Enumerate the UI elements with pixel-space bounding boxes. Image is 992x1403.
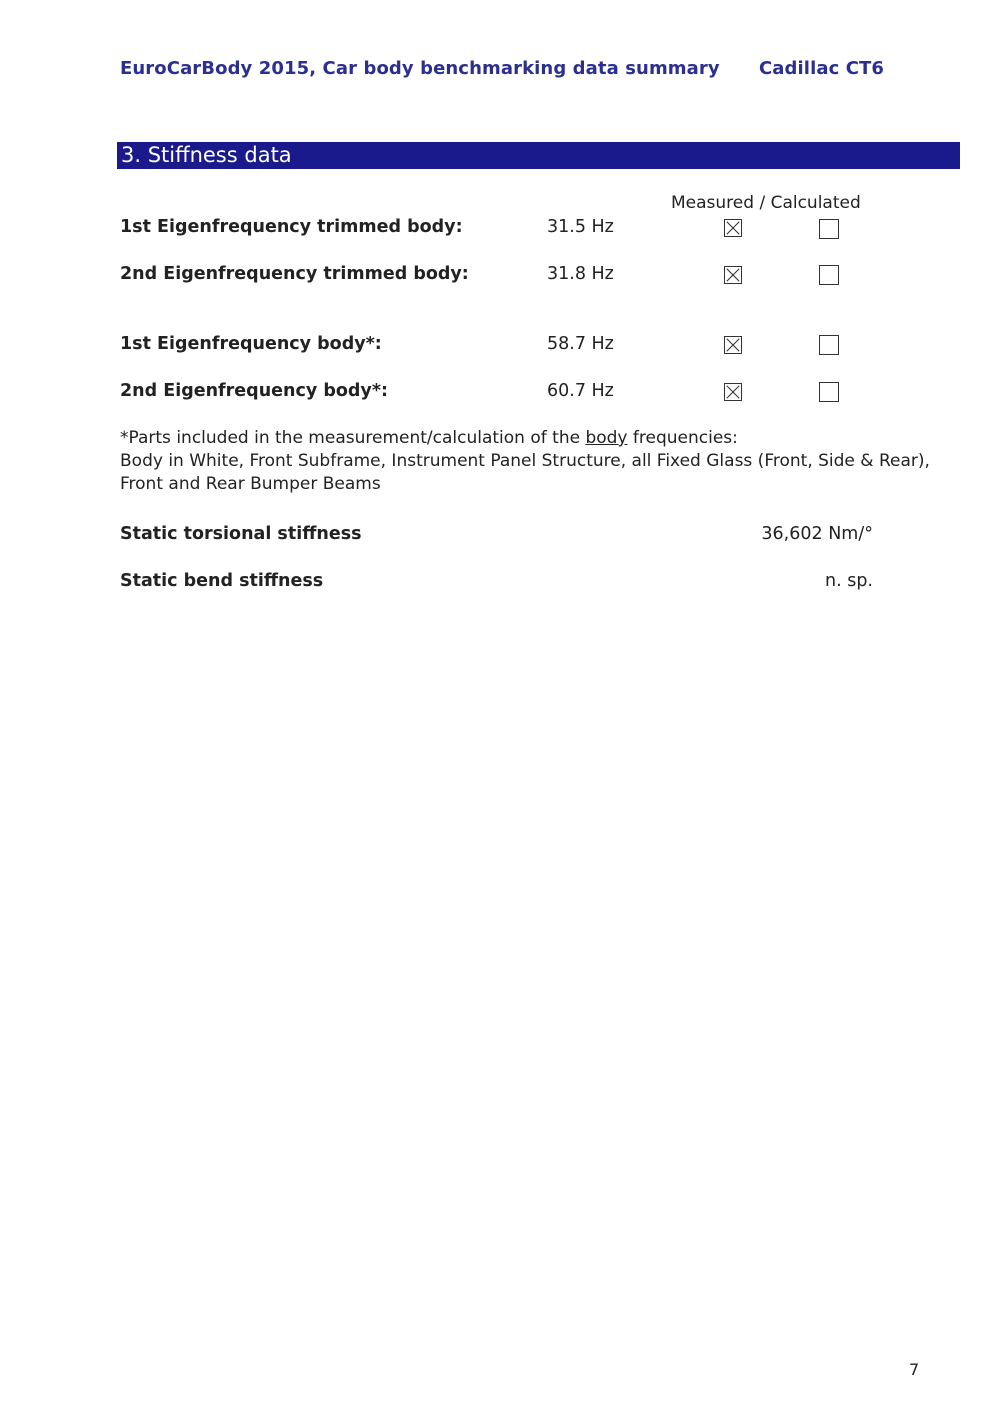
section-title: 3. Stiffness data bbox=[121, 143, 292, 167]
measured-checkbox-1[interactable] bbox=[724, 219, 742, 237]
row-label-1st-eigenfrequency-body: 1st Eigenfrequency body*: bbox=[120, 334, 382, 354]
footnote bbox=[120, 427, 940, 496]
row-value-1st-eigenfrequency-trimmed: 31.5 Hz bbox=[547, 217, 614, 237]
calculated-checkbox-2[interactable] bbox=[819, 265, 839, 285]
x-mark-icon bbox=[725, 337, 741, 353]
footnote-underlined-word: body bbox=[585, 428, 628, 448]
measured-checkbox-2[interactable] bbox=[724, 266, 742, 284]
footnote-line-2: Body in White, Front Subframe, Instrument Panel Structure, all Fixed Glass (Front, Side & Rear), Front and Rear Bumper Beams bbox=[120, 451, 930, 494]
page-number: 7 bbox=[909, 1360, 920, 1379]
calculated-checkbox-4[interactable] bbox=[819, 382, 839, 402]
row-label-2nd-eigenfrequency-body: 2nd Eigenfrequency body*: bbox=[120, 381, 388, 401]
footnote-text: *Parts included in the measurement/calculation of the bbox=[120, 428, 586, 448]
x-mark-icon bbox=[725, 267, 741, 283]
calculated-checkbox-1[interactable] bbox=[819, 219, 839, 239]
car-model: Cadillac CT6 bbox=[759, 58, 885, 79]
static-bend-value: n. sp. bbox=[824, 571, 873, 591]
document-title: EuroCarBody 2015, Car body benchmarking data summary bbox=[120, 58, 720, 79]
row-value-1st-eigenfrequency-body: 58.7 Hz bbox=[547, 334, 614, 354]
row-label-2nd-eigenfrequency-trimmed: 2nd Eigenfrequency trimmed body: bbox=[120, 264, 469, 284]
static-torsional-value: 36,602 Nm/° bbox=[761, 524, 873, 544]
footnote-line-1 bbox=[120, 427, 940, 450]
x-mark-icon bbox=[725, 384, 741, 400]
row-label-1st-eigenfrequency-trimmed: 1st Eigenfrequency trimmed body: bbox=[120, 217, 463, 237]
measured-calculated-header: Measured / Calculated bbox=[671, 193, 861, 213]
row-value-2nd-eigenfrequency-body: 60.7 Hz bbox=[547, 381, 614, 401]
calculated-checkbox-3[interactable] bbox=[819, 335, 839, 355]
measured-checkbox-3[interactable] bbox=[724, 336, 742, 354]
measured-checkbox-4[interactable] bbox=[724, 383, 742, 401]
static-bend-label: Static bend stiffness bbox=[120, 571, 324, 591]
row-value-2nd-eigenfrequency-trimmed: 31.8 Hz bbox=[547, 264, 614, 284]
static-torsional-label: Static torsional stiffness bbox=[120, 524, 362, 544]
footnote-text-end: frequencies: bbox=[627, 428, 738, 448]
x-mark-icon bbox=[725, 220, 741, 236]
